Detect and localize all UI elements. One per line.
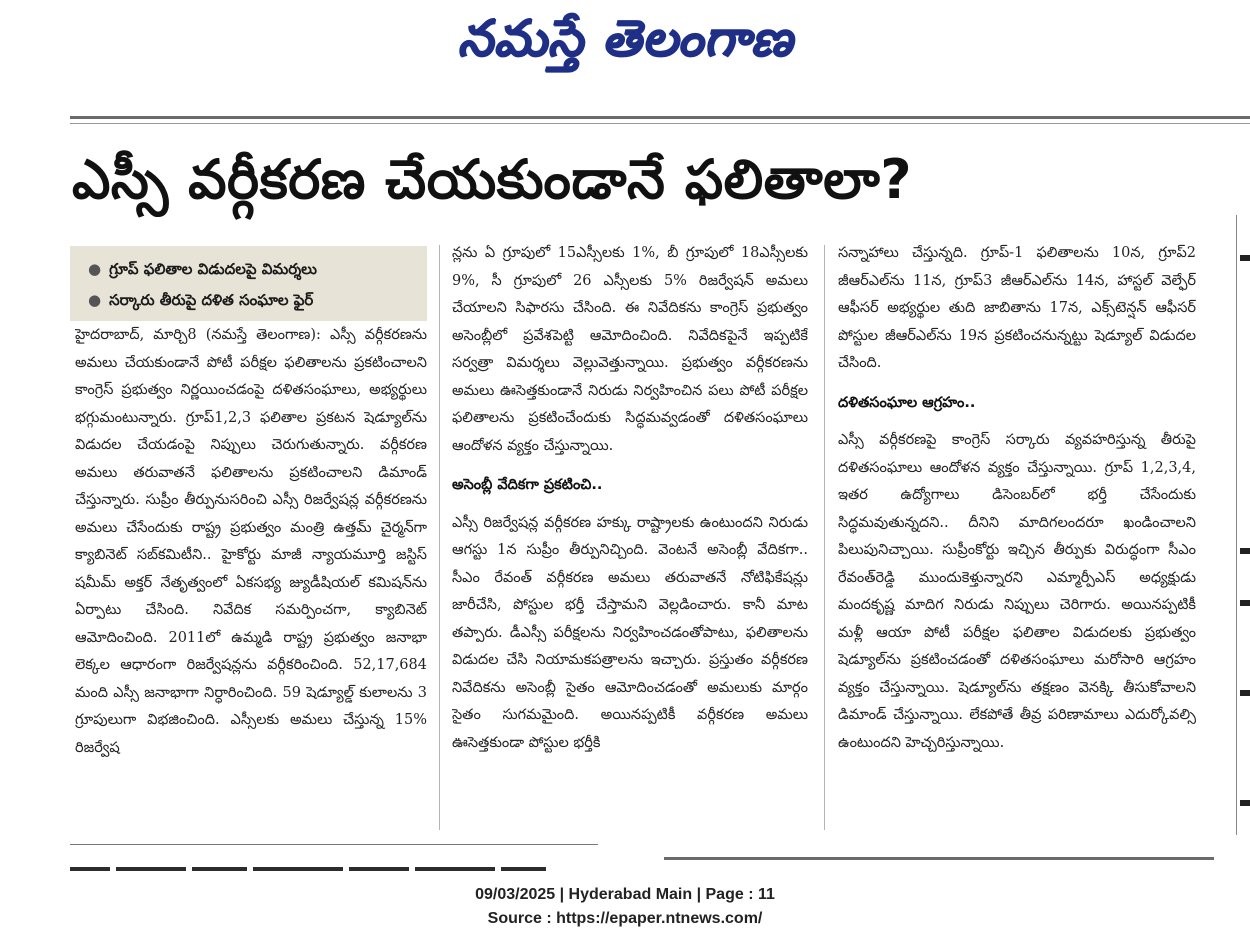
article-headline: ఎస్సీ వర్గీకరణ చేయకుండానే ఫలితాలా? [72,148,913,211]
masthead-rule [70,116,1250,119]
next-article-strip [70,857,590,871]
bottom-box-rule [664,857,1214,872]
adjacent-article-edge [1236,215,1250,835]
footer-source: Source : https://epaper.ntnews.com/ [487,910,763,927]
highlight-text: సర్కారు తీరుపై దళిత సంఘాల ఫైర్ [109,291,314,309]
article-column-3 [838,240,1196,830]
edge-mark [1240,548,1250,554]
column-divider [824,245,825,830]
edge-mark [1240,600,1250,606]
edge-mark [1240,800,1250,806]
subheading: అసెంబ్లీ వేదికగా ప్రకటించి.. [452,477,603,493]
subheading: దళితసంఘాల ఆగ్రహం.. [838,394,976,411]
bullet-icon: ● [88,260,102,278]
highlight-text: గ్రూప్ ఫలితాల విడుదలపై విమర్శలు [109,260,317,278]
bottom-rule [70,844,598,845]
masthead-rule-thin [70,123,1250,124]
edge-mark [1240,255,1250,261]
column-text: సన్నాహాలు చేస్తున్నది. గ్రూప్-1 ఫలితాలను 10న, గ్రూప్2 జీఆర్ఎల్‌ను 11న, గ్రూప్3 జీఆర్ఎల్‌ను 14న, హాస్టల్ వెల్ఫేర్ ఆఫీసర్ అభ్యర్థుల తుది జాబితాను 17న, ఎక్స్‌టెన్షన్ ఆఫీసర్ పోస్టుల జీఆర్ఎల్‌ను 19న ప్రకటించనున్నట్టు షెడ్యూల్ విడుదల చేసింది. [838,245,1196,371]
edge-mark [1240,690,1250,696]
column-text: ఎస్సీ రిజర్వేషన్ల వర్గీకరణ హక్కు రాష్ట్రాలకు ఉంటుందని నిరుడు ఆగస్టు 1న సుప్రీం తీర్పునిచ్చింది. వెంటనే అసెంబ్లీ వేదికగా.. సీఎం రేవంత్ వర్గీకరణ అమలు తరువాతనే నోటిఫికేషన్లు జారీచేసి, పోస్టుల భర్తీ చేస్తామని వెల్లడించారు. కానీ మాట తప్పారు. డీఎస్సీ పరీక్షలను నిర్వహించడంతోపాటు, ఫలితాలను విడుదల చేసి నియామకపత్రాలను ఇచ్చారు. ప్రస్తుతం వర్గీకరణ నివేదికను అసెంబ్లీ సైతం ఆమోదించడంతో అమలుకు మార్గం సైతం సుగమమైంది. అయినప్పటికీ వర్గీకరణ అమలు ఊసెత్తకుండా పోస్టుల భర్తీకి [452,514,808,751]
article-column-1 [75,322,427,827]
highlights-box [70,246,427,321]
highlight-item [88,285,417,316]
masthead-logo: నమస్తే తెలంగాణ [457,9,793,67]
column-text: ఎస్సీ వర్గీకరణపై కాంగ్రెస్ సర్కారు వ్యవహరిస్తున్న తీరుపై దళితసంఘాలు ఆందోళన వ్యక్తం చేస్తున్నాయి. గ్రూప్ 1,2,3,4, ఇతర ఉద్యోగాలు డిసెంబర్‌లో భర్తీ చేసేందుకు సిద్ధమవుతున్నదని.. దీనిని మాదిగలందరూ ఖండించాలని పిలుపునిచ్చాయి. సుప్రీంకోర్టు ఇచ్చిన తీర్పుకు విరుద్ధంగా సీఎం రేవంత్‌రెడ్డి ముందుకెళ్తున్నారని ఎమ్మార్పీఎస్ అధ్యక్షుడు మందకృష్ణ మాదిగ నిరుడు నిప్పులు చెరిగారు. అయినప్పటికీ మళ్లీ ఆయా పోటీ పరీక్షల ఫలితాల విడుదలకు ప్రభుత్వం షెడ్యూల్‌ను ప్రకటించడంతో దళితసంఘాలు మరోసారి ఆగ్రహం వ్యక్తం చేస్తున్నాయి. షెడ్యూల్‌ను తక్షణం వెనక్కి తీసుకోవాలని డిమాండ్ చేస్తున్నాయి. లేకపోతే తీవ్ర పరిణామాలు ఎదుర్కోవల్సి ఉంటుందని హెచ్చరిస్తున్నాయి. [838,432,1196,751]
footer-date-edition: 09/03/2025 | Hyderabad Main | Page : 11 [475,886,775,903]
column-text: హైదరాబాద్, మార్చి8 (నమస్తే తెలంగాణ): ఎస్సీ వర్గీకరణను అమలు చేయకుండానే పోటీ పరీక్షల ఫలితాలను ప్రకటించాలని కాంగ్రెస్ ప్రభుత్వం నిర్ణయించడంపై దళితసంఘాలు, అభ్యర్థులు భగ్గుమంటున్నారు. గ్రూప్1,2,3 ఫలితాల ప్రకటన షెడ్యూల్‌ను విడుదల చేయడంపై నిప్పులు చెరుగుతున్నారు. వర్గీకరణ అమలు తరువాతనే ఫలితాలను ప్రకటించాలని డిమాండ్ చేస్తున్నారు. సుప్రీం తీర్పునుసరించి ఎస్సీ రిజర్వేషన్ల వర్గీకరణను అమలు చేసేందుకు రాష్ట్ర ప్రభుత్వం మంత్రి ఉత్తమ్ చైర్మన్‌గా క్యాబినెట్ సబ్‌కమిటీని.. హైకోర్టు మాజీ న్యాయమూర్తి జస్టిస్ షమీమ్ అక్తర్ నేతృత్వంలో ఏకసభ్య జ్యుడీషియల్ కమిషన్‌ను ఏర్పాటు చేసింది. నివేదిక సమర్పించగా, క్యాబినెట్ ఆమోదించింది. 2011లో ఉమ్మడి రాష్ట్ర ప్రభుత్వం జనాభా లెక్కల ఆధారంగా రిజర్వేషన్లను వర్గీకరించింది. 52,17,684 మంది ఎస్సీ జనాభాగా నిర్ధారించింది. 59 షెడ్యూల్డ్ కులాలను 3 గ్రూపులుగా విభజించింది. ఎస్సీలకు అమలు చేస్తున్న 15% రిజర్వేష [75,327,427,756]
bullet-icon: ● [88,291,102,309]
highlight-item [88,254,417,285]
column-divider [439,245,440,830]
article-column-2 [452,240,808,830]
column-text: న్లను ఏ గ్రూపులో 15ఎస్సీలకు 1%, బీ గ్రూపులో 18ఎస్సీలకు 9%, సీ గ్రూపులో 26 ఎస్సీలకు 5% రిజర్వేషన్ అమలు చేయాలని సిఫారసు చేసింది. ఈ నివేదికను కాంగ్రెస్ ప్రభుత్వం అసెంబ్లీలో ప్రవేశపెట్టి ఆమోదించింది. నివేదికపైనే ఇప్పటికే సర్వత్రా విమర్శలు వెల్లువెత్తున్నాయి. ప్రభుత్వం వర్గీకరణను అమలు ఊసెత్తకుండానే నిరుడు నిర్వహించిన పలు పోటీ పరీక్షల ఫలితాలను ప్రకటించేందుకు సిద్ధమవ్వడంతో దళితసంఘాలు ఆందోళన వ్యక్తం చేస్తున్నాయి. [452,245,808,454]
